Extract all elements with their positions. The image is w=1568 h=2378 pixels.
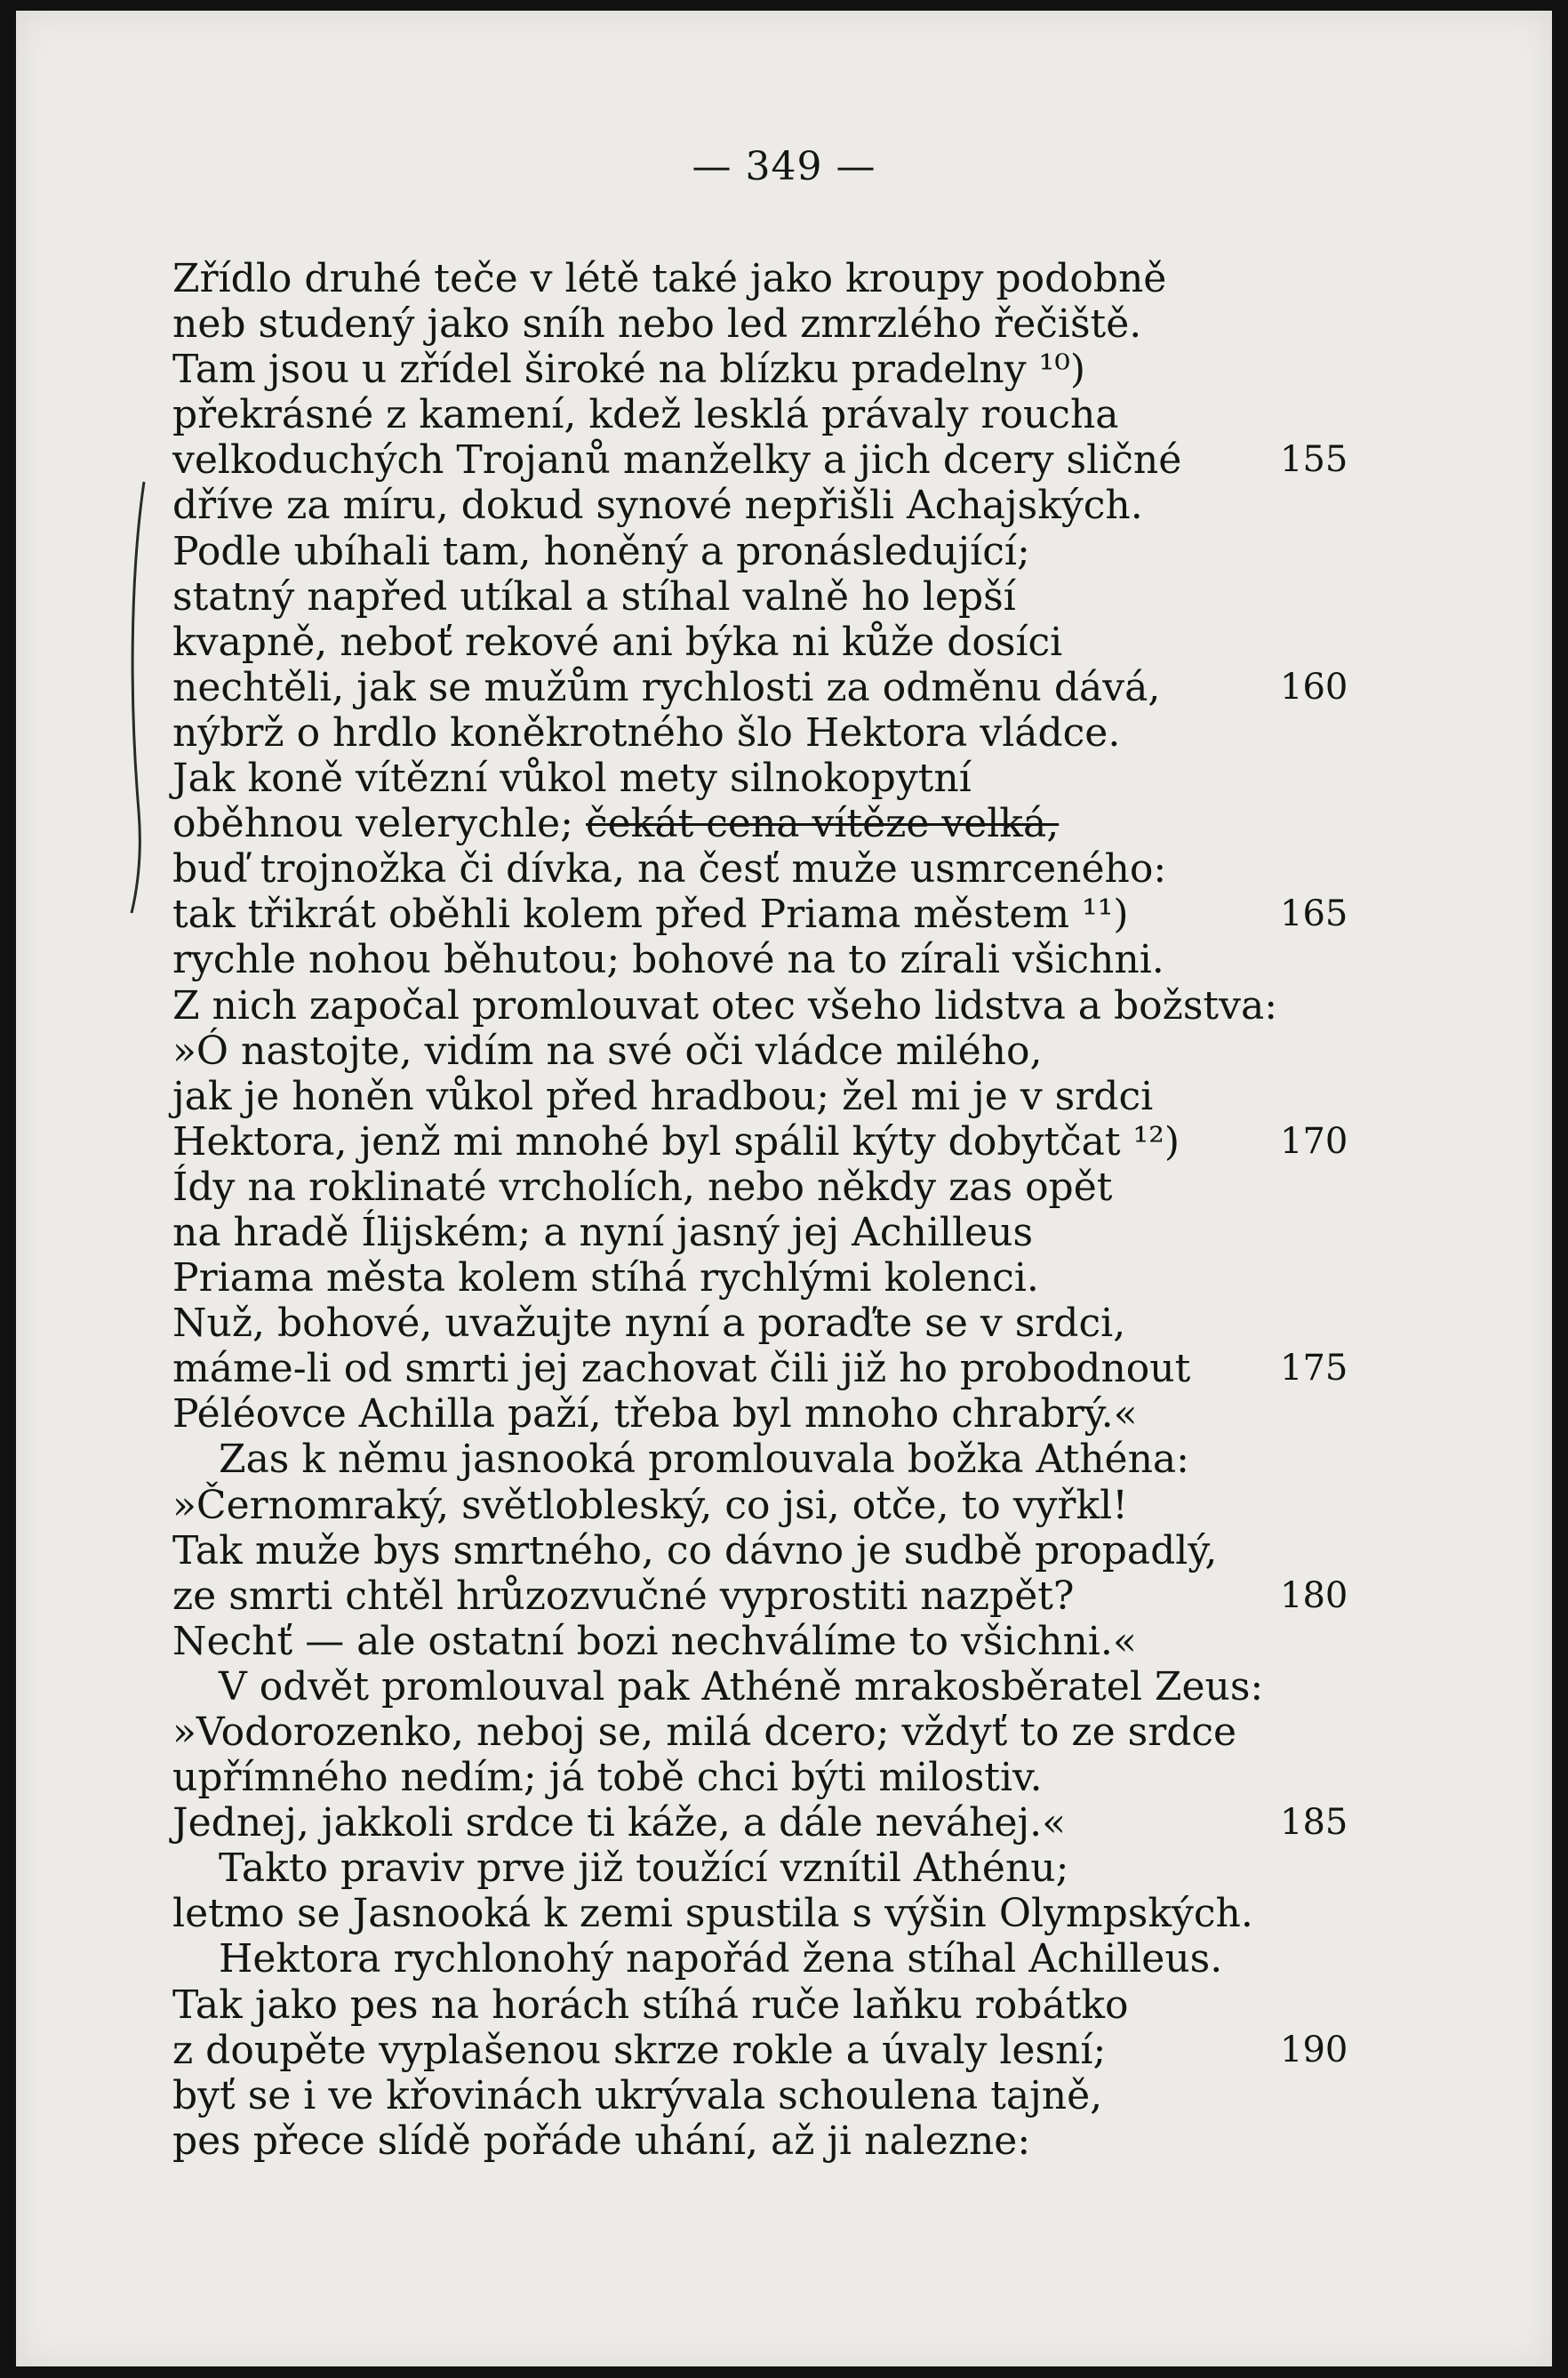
verse-text: z doupěte vyplašenou skrze rokle a úvaly lesní; — [172, 2027, 1107, 2073]
verse-text: nýbrž o hrdlo koněkrotného šlo Hektora vládce. — [172, 709, 1121, 756]
verse-line — [172, 2028, 1364, 2073]
verse-line — [172, 846, 1364, 892]
verse-line — [172, 2073, 1364, 2118]
verse-line — [172, 1391, 1364, 1437]
verse-line — [172, 665, 1364, 710]
verse-line — [172, 256, 1364, 301]
verse-text: Tak muže bys smrtného, co dávno je sudbě propadlý, — [172, 1527, 1218, 1573]
verse-text: Tam jsou u zřídel široké na blízku pradelny ¹⁰) — [172, 347, 1086, 393]
verse-line — [172, 937, 1364, 982]
verse-text: velkoduchých Trojanů manželky a jich dcery sličné — [172, 437, 1182, 484]
verse-text: Nechť — ale ostatní bozi nechválíme to všichni.« — [172, 1618, 1137, 1664]
verse-text: Péléovce Achilla paží, třeba byl mnoho chrabrý.« — [172, 1391, 1138, 1437]
verse-line — [172, 1074, 1364, 1119]
verse-line — [172, 574, 1364, 620]
verse-line — [172, 756, 1364, 801]
verse-text: letmo se Jasnooká k zemi spustila s výšin Olympských. — [172, 1891, 1253, 1937]
verse-text: rychle nohou běhutou; bohové na to zírali všichni. — [172, 937, 1164, 983]
verse-line — [172, 392, 1364, 437]
book-page — [16, 11, 1552, 2366]
verse-text: oběhnou velerychle; čekát cena vítěze velká, — [172, 801, 1060, 847]
verse-line — [172, 437, 1364, 483]
poem-text — [172, 256, 1364, 2164]
verse-text: neb studený jako sníh nebo led zmrzlého řečiště. — [172, 301, 1142, 348]
verse-line — [172, 1119, 1364, 1165]
verse-text: ze smrti chtěl hrůzozvučné vyprostiti nazpět? — [172, 1573, 1075, 1619]
page-number: — 349 — — [692, 144, 876, 189]
verse-text: Takto praviv prve již toužící vznítil Athénu; — [219, 1846, 1069, 1892]
verse-text: překrásné z kamení, kdež lesklá právaly roucha — [172, 392, 1119, 438]
verse-text: tak třikrát oběhli kolem před Priama městem ¹¹) — [172, 892, 1129, 938]
verse-text: pes přece slídě pořáde uhání, až ji nalezne: — [172, 2118, 1031, 2164]
line-number: 180 — [1280, 1574, 1348, 1616]
verse-line — [172, 1891, 1364, 1936]
verse-line — [172, 1301, 1364, 1346]
verse-text: kvapně, neboť rekové ani býka ni kůže dosíci — [172, 619, 1063, 665]
verse-line — [172, 529, 1364, 574]
verse-text: buď trojnožka či dívka, na česť muže usmrceného: — [172, 846, 1167, 893]
verse-line — [172, 1255, 1364, 1301]
verse-text: byť se i ve křovinách ukrývala schoulena tajně, — [172, 2072, 1103, 2118]
verse-line — [172, 620, 1364, 665]
verse-line — [172, 1936, 1364, 1982]
verse-text: upřímného nedím; já tobě chci býti milostiv. — [172, 1755, 1043, 1801]
verse-line — [172, 1664, 1364, 1709]
verse-line — [172, 347, 1364, 392]
line-number: 165 — [1280, 893, 1348, 935]
verse-text: statný napřed utíkal a stíhal valně ho lepší — [172, 573, 1016, 620]
verse-text: dříve za míru, dokud synové nepřišli Achajských. — [172, 483, 1143, 529]
verse-text: Jednej, jakkoli srdce ti káže, a dále neváhej.« — [172, 1800, 1067, 1846]
verse-line — [172, 1982, 1364, 2028]
verse-text: Priama města kolem stíhá rychlými kolenci. — [172, 1255, 1039, 1301]
verse-text: Zas k němu jasnooká promlouvala božka Athéna: — [219, 1437, 1189, 1483]
verse-line — [172, 1210, 1364, 1255]
verse-line — [172, 2118, 1364, 2164]
struck-text: čekát cena vítěze velká, — [586, 801, 1060, 847]
verse-text: Zřídlo druhé teče v létě také jako kroupy podobně — [172, 256, 1167, 301]
verse-text: Nuž, bohové, uvažujte nyní a poraďte se v srdci, — [172, 1301, 1126, 1347]
verse-line — [172, 483, 1364, 528]
verse-text: Ídy na roklinaté vrcholích, nebo někdy zas opět — [172, 1164, 1113, 1210]
verse-text: Hektora rychlonohý napořád žena stíhal Achilleus. — [219, 1936, 1223, 1982]
line-number: 190 — [1280, 2029, 1348, 2070]
verse-line — [172, 1800, 1364, 1846]
verse-text: Podle ubíhali tam, honěný a pronásledující; — [172, 528, 1030, 574]
verse-text: máme-li od smrti jej zachovat čili již ho probodnout — [172, 1346, 1191, 1392]
verse-line — [172, 1755, 1364, 1800]
verse-line — [172, 301, 1364, 347]
verse-text: Hektora, jenž mi mnohé byl spálil kýty dobytčat ¹²) — [172, 1118, 1180, 1165]
line-number: 160 — [1280, 666, 1348, 708]
verse-line — [172, 1437, 1364, 1482]
line-number: 170 — [1280, 1120, 1348, 1162]
verse-text: V odvět promlouval pak Athéně mrakosběratel Zeus: — [219, 1663, 1264, 1709]
verse-text: na hradě Ílijském; a nyní jasný jej Achilleus — [172, 1209, 1034, 1255]
verse-line — [172, 983, 1364, 1029]
line-number: 185 — [1280, 1802, 1348, 1844]
verse-line — [172, 1165, 1364, 1210]
line-number: 155 — [1280, 439, 1348, 481]
verse-text: nechtěli, jak se mužům rychlosti za odměnu dává, — [172, 664, 1161, 710]
verse-line — [172, 1483, 1364, 1528]
line-number: 175 — [1280, 1348, 1348, 1389]
margin-pencil-mark — [124, 473, 151, 917]
verse-text: »Černomraký, světlobleský, co jsi, otče, to vyřkl! — [172, 1482, 1128, 1528]
verse-line — [172, 1029, 1364, 1074]
verse-text: Z nich započal promlouvat otec všeho lidstva a božstva: — [172, 982, 1278, 1029]
verse-line — [172, 801, 1364, 846]
verse-text: »Ó nastojte, vidím na své oči vládce milého, — [172, 1028, 1043, 1074]
verse-line — [172, 1573, 1364, 1619]
verse-line — [172, 1619, 1364, 1664]
verse-text: jak je honěn vůkol před hradbou; žel mi je v srdci — [172, 1073, 1154, 1119]
verse-line — [172, 710, 1364, 756]
verse-text: Jak koně vítězní vůkol mety silnokopytní — [172, 756, 972, 802]
verse-text: Tak jako pes na horách stíhá ruče laňku robátko — [172, 1982, 1129, 2028]
verse-line — [172, 1528, 1364, 1573]
verse-line — [172, 1709, 1364, 1755]
verse-line — [172, 1346, 1364, 1391]
verse-line — [172, 892, 1364, 937]
verse-text: »Vodorozenko, neboj se, milá dcero; vždyť to ze srdce — [172, 1709, 1237, 1755]
verse-line — [172, 1846, 1364, 1891]
